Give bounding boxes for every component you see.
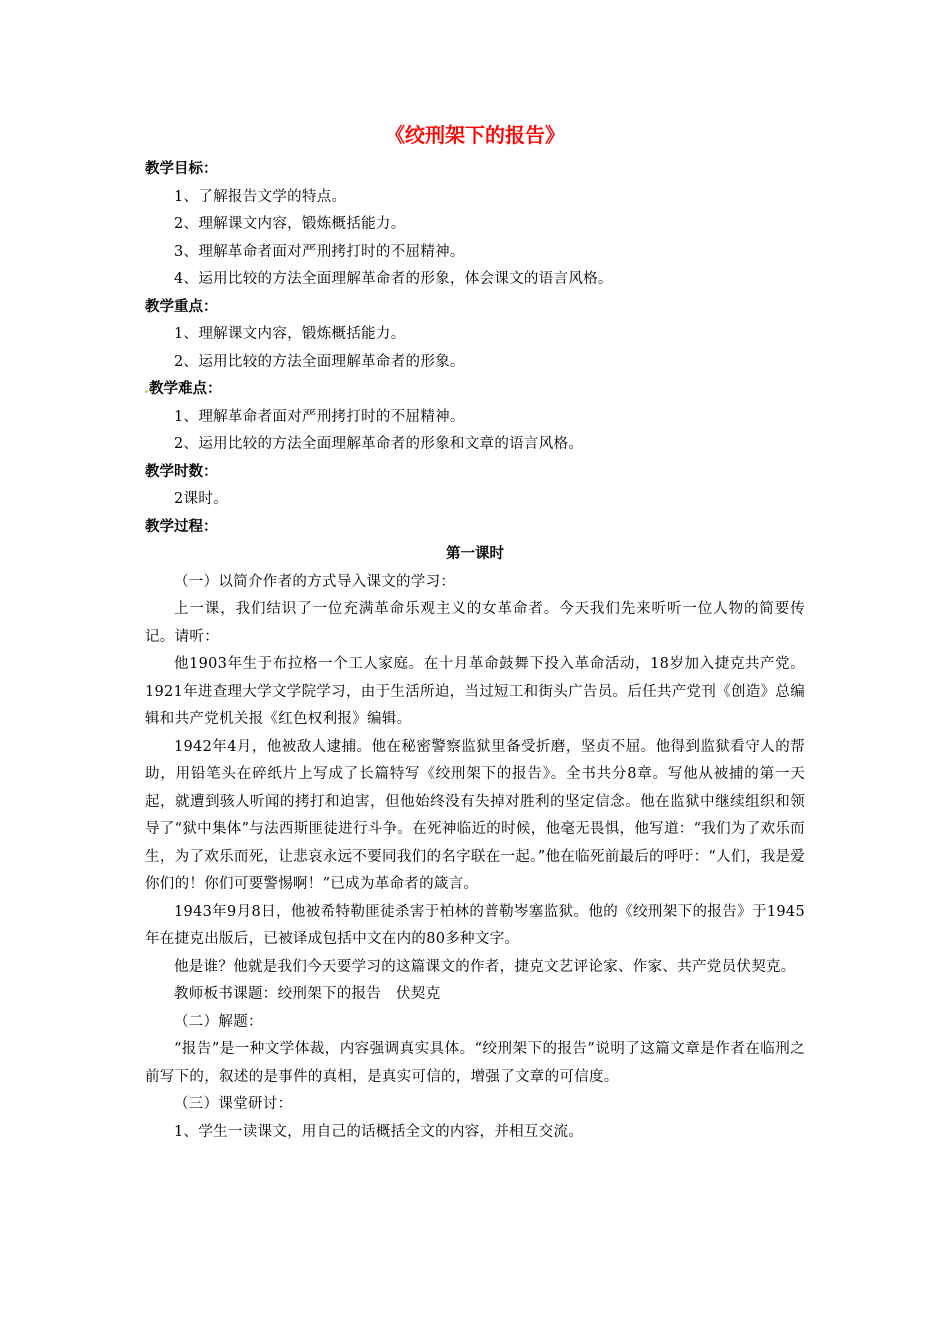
lesson-paragraph: 他1903年生于布拉格一个工人家庭。在十月革命鼓舞下投入革命活动，18岁加入捷克共产党。1921年进查理大学文学院学习，由于生活所迫，当过短工和街头广告员。后任共产党刊《创造》总编辑和共产党机关报《红色权利报》编辑。 bbox=[145, 656, 805, 727]
document-title: 《绞刑架下的报告》 bbox=[385, 123, 565, 147]
difficulty-item: 2、运用比较的方法全面理解革命者的形象和文章的语言风格。 bbox=[174, 436, 584, 452]
key-points-heading: 教学重点： bbox=[145, 298, 218, 315]
stray-mark bbox=[145, 390, 148, 393]
process-heading: 教学过程： bbox=[145, 518, 218, 535]
goal-item: 4、运用比较的方法全面理解革命者的形象，体会课文的语言风格。 bbox=[174, 271, 613, 287]
lesson-paragraph: 1943年9月8日，他被希特勒匪徒杀害于柏林的普勒岑塞监狱。他的《绞刑架下的报告》于1945年在捷克出版后，已被译成包括中文在内的80多种文字。 bbox=[145, 903, 805, 947]
lesson-paragraph: “报告”是一种文学体裁，内容强调真实具体。“绞刑架下的报告”说明了这篇文章是作者在临刑之前写下的，叙述的是事件的真相，是真实可信的，增强了文章的可信度。 bbox=[145, 1041, 805, 1085]
lesson-paragraph: 1、学生一读课文，用自己的话概括全文的内容，并相互交流。 bbox=[174, 1123, 584, 1140]
key-point-item: 2、运用比较的方法全面理解革命者的形象。 bbox=[174, 353, 465, 370]
goals-heading: 教学目标： bbox=[145, 161, 218, 177]
difficulties-heading-label: 教学难点： bbox=[149, 381, 222, 397]
hours-item: 2课时。 bbox=[174, 491, 228, 507]
lesson-paragraph: （二）解题： bbox=[174, 1013, 263, 1030]
goal-item: 3、理解革命者面对严刑拷打时的不屈精神。 bbox=[174, 243, 465, 260]
lesson-paragraph: （一）以简介作者的方式导入课文的学习： bbox=[174, 573, 456, 590]
key-point-item: 1、理解课文内容，锻炼概括能力。 bbox=[174, 326, 406, 342]
lesson-paragraph: （三）课堂研讨： bbox=[174, 1096, 293, 1112]
hours-heading: 教学时数： bbox=[145, 463, 218, 480]
difficulties-heading bbox=[145, 376, 805, 404]
document-page bbox=[145, 118, 805, 1146]
lesson-paragraph: 1942年4月，他被敌人逮捕。他在秘密警察监狱里备受折磨，坚贞不屈。他得到监狱看守人的帮助，用铅笔头在碎纸片上写成了长篇特写《绞刑架下的报告》。全书共分8章。写他从被捕的第一天起，就遭到骇人听闻的拷打和迫害，但他始终没有失掉对胜利的坚定信念。他在监狱中继续组织和领导了“狱中集体”与法西斯匪徒进行斗争。在死神临近的时候，他毫无畏惧，他写道：“我们为了欢乐而生，为了欢乐而死，让悲哀永远不要同我们的名字联在一起。”他在临死前最后的呼吁：“人们，我是爱你们的！你们可要警惕啊！”已成为革命者的箴言。 bbox=[145, 738, 805, 892]
lesson-paragraph: 上一课，我们结识了一位充满革命乐观主义的女革命者。今天我们先来听听一位人物的简要传记。请听： bbox=[145, 601, 805, 645]
difficulty-item: 1、理解革命者面对严刑拷打时的不屈精神。 bbox=[174, 408, 465, 425]
goal-item: 1、了解报告文学的特点。 bbox=[174, 188, 347, 205]
lesson-paragraph: 他是谁？他就是我们今天要学习的这篇课文的作者，捷克文艺评论家、作家、共产党员伏契克。 bbox=[174, 958, 796, 975]
lesson-heading: 第一课时 bbox=[446, 546, 504, 562]
goal-item: 2、理解课文内容，锻炼概括能力。 bbox=[174, 216, 406, 232]
lesson-paragraph: 教师板书课题：绞刑架下的报告 伏契克 bbox=[174, 986, 441, 1002]
